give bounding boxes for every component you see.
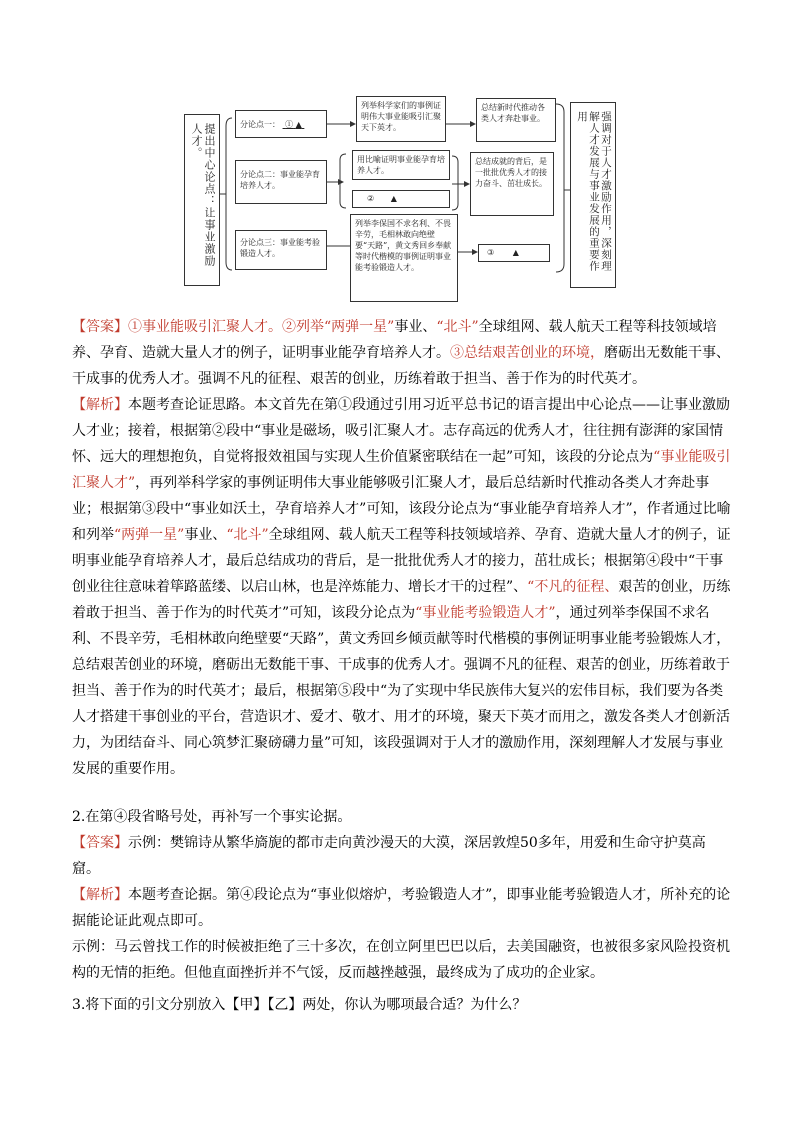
thesis-text: 提出中心论点：让事业激励人才。	[190, 123, 216, 267]
q2-analysis-text: 本题考查论据。第④段论点为“事业似熔炉，考验锻造人才”，即事业能考验锻造人才，所补充的论据能论证此观点即可。	[72, 887, 731, 929]
q2-answer-text: 示例：樊锦诗从繁华旖旎的都市走向黄沙漫天的大漠，深居敦煌50多年，用爱和生命守护莫高窟。	[72, 835, 706, 877]
q1-analysis-part-7: 全球组网、载人航天工程等科技领域培养、孕育、造就大量人才的例子，证明事业能孕育培养人才，最后总结成功的背后，是一批批优秀人才的接力，茁壮成长；根据第④段中“干事创业往往意味着筚路蓝缕、以启山林，也是淬炼能力、增长才干的过程”、	[72, 527, 731, 595]
q1-answer	[72, 314, 732, 392]
q1-answer-part-5: 全球组网、载人航天工程等科技领域培养、孕育、造就大量人才的例子，证明事业能孕育培养人才。	[72, 319, 717, 361]
sub-point-3-box	[235, 230, 327, 270]
q1-analysis-part-4: “两弹一星”	[114, 527, 185, 543]
sub-point-1-label: 分论点一：	[240, 120, 280, 129]
q1-analysis-part-8: “不凡的征程、	[527, 579, 619, 595]
q1-analysis-part-6: “北斗”	[226, 527, 269, 543]
q1-analysis-part-11: ，通过列举李保国不求名利、不畏辛劳，毛相林敢向绝壁要“天路”，黄文秀回乡倾贡献等时代楷模的事例证明事业能考验锻炼人才，总结艰苦创业的环境，磨砺出无数能干事、干成事的优秀人才。强调不凡的征程、艰苦的创业，历练着敢于担当、善于作为的时代英才；最后，根据第⑤段中“为了实现中华民族伟大复兴的宏伟目标，我们要为各类人才搭建干事创业的平台，营造识才、爱才、敬才、用才的环境，聚天下英才而用之，激发各类人才创新活力，为团结奋斗、同心筑梦汇聚磅礴力量”可知，该段强调对于人才的激励作用，深刻理解人才发展与事业发展的重要作用。	[72, 605, 731, 777]
blank-3-number: ③	[487, 248, 495, 257]
q1-analysis-part-1: 本题考查论证思路。本文首先在第①段通过引用习近平总书记的语言提出中心论点——让事业激励人才业；接着，根据第②段中“事业是磁场，吸引汇聚人才。志存高远的优秀人才，往往拥有澎湃的家国情怀、远大的理想抱负，自觉将报效祖国与实现人生价值紧密联结在一起”可知，该段的分论点为	[72, 397, 730, 465]
thesis-box	[184, 114, 220, 286]
blank-1	[283, 120, 305, 129]
q1-answer-part-4: “北斗”	[436, 319, 479, 335]
q1-analysis-part-3: ，再列举科学家的事例证明伟大事业能够吸引汇聚人才，最后总结新时代推动各类人才奔赴事业；根据第③段中“事业如沃土，孕育培养人才”可知，该段分论点为“事业能孕育培养人才”，作者通过比喻和列举	[72, 475, 731, 543]
example-2a-box	[352, 150, 450, 180]
q2-answer	[72, 830, 732, 882]
q2-example: 示例：马云曾找工作的时候被拒绝了三十多次，在创立阿里巴巴以后，去美国融资，也被很多家风险投资机构的无情的拒绝。但他直面挫折并不气馁，反而越挫越强，最终成为了成功的企业家。	[72, 939, 730, 981]
blank-1-number: ①	[285, 120, 294, 129]
q2-analysis	[72, 882, 732, 934]
argument-structure-diagram	[0, 0, 794, 300]
conclusion-box	[570, 102, 616, 288]
q1-analysis	[72, 392, 732, 782]
example-2a-text: 用比喻证明事业能孕育培养人才。	[357, 155, 445, 175]
example-1-box	[356, 96, 446, 142]
blank-1-triangle: ▲	[295, 120, 302, 129]
example-3-box	[350, 214, 458, 302]
example-3-text: 列举李保国不求名利、不畏辛劳，毛相林敢向绝壁要“天路”，黄文秀回乡奉献等时代楷模的事例证明事业能考验锻造人才。	[355, 219, 452, 272]
blank-2-number: ②	[367, 194, 375, 203]
sub-point-3-text: 分论点三：事业能考验锻造人才。	[240, 238, 320, 258]
q2-analysis-tag: 【解析】	[72, 887, 128, 903]
summary-1-box	[476, 98, 556, 142]
q1-analysis-part-2: “事业能吸引汇聚人才”	[72, 449, 731, 491]
blank-2-triangle: ▲	[390, 194, 397, 203]
conclusion-text: 强调对于人才激励作用，深刻理解人才发展与事业发展的重要作用	[576, 111, 612, 272]
q1-analysis-part-9: 艰苦的创业，历练着敢于担当、善于作为的时代英才”可知，该段分论点为	[72, 579, 731, 621]
summary-2-text: 总结成就的背后，是一批批优秀人才的接力奋斗、茁壮成长。	[475, 157, 547, 188]
sub-point-2-text: 分论点二：事业能孕育培养人才。	[240, 170, 320, 190]
q1-answer-part-3: 事业、	[394, 319, 437, 335]
summary-3-box	[478, 244, 550, 262]
answer-tag: 【答案】	[72, 319, 128, 335]
q2-question: 2.在第④段省略号处，再补写一个事实论据。	[72, 809, 352, 825]
summary-2-box	[470, 152, 554, 216]
summary-1-text: 总结新时代推动各类人才奔赴事业。	[481, 103, 545, 123]
example-2b-box	[352, 190, 450, 208]
q1-answer-part-6: ③总结艰苦创业的环境，	[450, 345, 604, 361]
q1-analysis-part-5: 事业、	[184, 527, 227, 543]
q1-analysis-part-10: “事业能考验锻造人才”	[415, 605, 556, 621]
sub-point-2-box	[235, 160, 327, 204]
sub-point-1-box	[235, 110, 327, 138]
analysis-tag: 【解析】	[72, 397, 128, 413]
q1-answer-part-2: “两弹一星”	[324, 319, 395, 335]
q1-answer-part-7: 磨砺出无数能干事、干成事的优秀人才。强调不凡的征程、艰苦的创业，历练着敢于担当、善于作为的时代英才。	[72, 345, 730, 387]
q1-answer-part-1: ①事业能吸引汇聚人才。②列举	[128, 319, 324, 335]
q2-answer-tag: 【答案】	[72, 835, 128, 851]
blank-3-triangle: ▲	[512, 248, 519, 257]
example-1-text: 列举科学家们的事例证明伟大事业能吸引汇聚天下英才。	[361, 101, 441, 132]
q3-question: 3.将下面的引文分别放入【甲】【乙】两处，你认为哪项最合适？为什么？	[72, 997, 527, 1013]
